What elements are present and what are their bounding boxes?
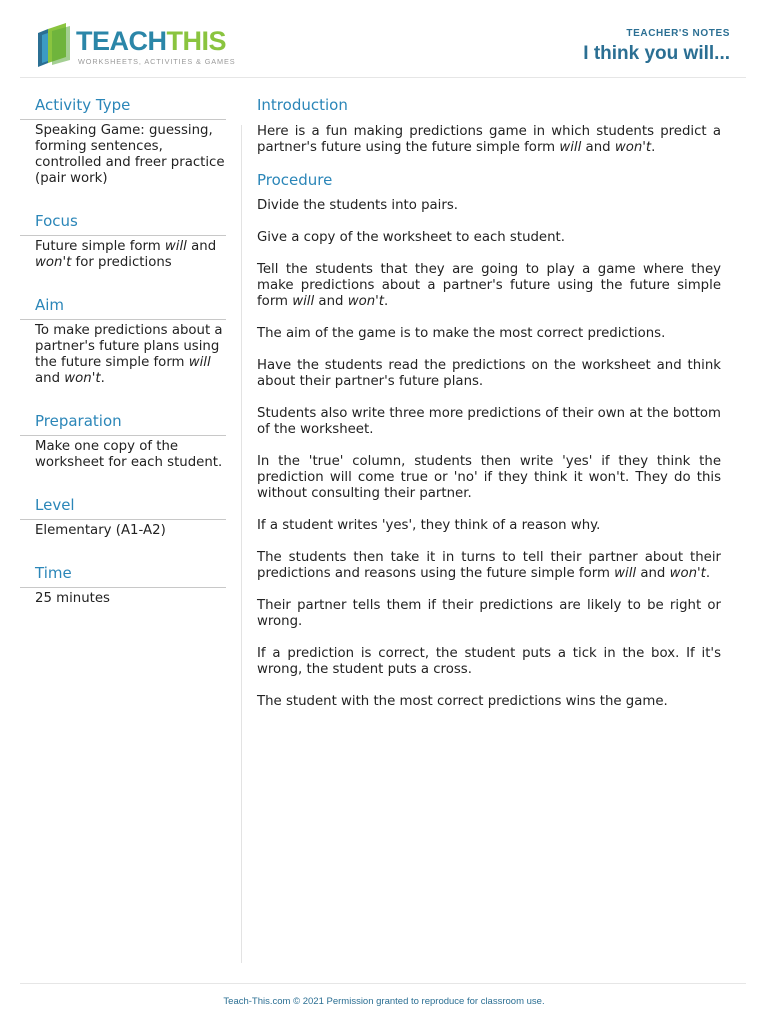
footer-divider — [20, 983, 746, 984]
teachers-notes-label: TEACHER'S NOTES — [626, 28, 730, 39]
procedure-step: The student with the most correct predictions wins the game. — [257, 694, 668, 709]
section-heading: Preparation — [20, 411, 226, 436]
teach-this-logo — [36, 23, 236, 71]
focus-section — [20, 211, 226, 271]
procedure-step: Have the students read the predictions on the worksheet and think about their partner's future plans. — [257, 358, 721, 389]
procedure-step: The students then take it in turns to tell their partner about their predictions and reasons using the future simple form will and won't. — [257, 550, 721, 581]
section-heading: Level — [20, 495, 226, 520]
procedure-heading: Procedure — [257, 171, 333, 189]
procedure-step: The aim of the game is to make the most correct predictions. — [257, 326, 666, 341]
activity-type-section — [20, 95, 226, 187]
column-divider — [241, 125, 242, 963]
level-text: Elementary (A1-A2) — [35, 523, 166, 538]
aim-text: To make predictions about a partner's future plans using the future simple form will and won't. — [35, 323, 223, 386]
book-icon — [36, 23, 74, 67]
logo-wordmark: TEACHTHIS — [76, 26, 227, 56]
introduction-heading: Introduction — [257, 96, 348, 114]
procedure-step: Their partner tells them if their predictions are likely to be right or wrong. — [257, 598, 721, 629]
section-heading: Time — [20, 563, 226, 588]
sidebar — [20, 95, 226, 607]
activity-type-text: Speaking Game: guessing, forming sentences, controlled and freer practice (pair work) — [35, 123, 225, 186]
section-heading: Aim — [20, 295, 226, 320]
level-section — [20, 495, 226, 539]
footer-copyright: Teach-This.com © 2021 Permission granted to reproduce for classroom use. — [223, 996, 545, 1007]
procedure-step: Give a copy of the worksheet to each student. — [257, 230, 565, 245]
procedure-step: Divide the students into pairs. — [257, 198, 458, 213]
logo-tagline: WORKSHEETS, ACTIVITIES & GAMES — [78, 57, 236, 66]
procedure-step: If a student writes 'yes', they think of a reason why. — [257, 518, 601, 533]
procedure-step: Tell the students that they are going to play a game where they make predictions about a partner's future using the future simple form will and won't. — [257, 262, 721, 309]
main-content — [257, 95, 721, 710]
section-heading: Activity Type — [20, 95, 226, 120]
preparation-section — [20, 411, 226, 471]
procedure-step: In the 'true' column, students then write 'yes' if they think the prediction will come true or 'no' if they think it won't. They do this without consulting their partner. — [257, 454, 721, 501]
focus-text: Future simple form will and won't for predictions — [35, 239, 217, 270]
time-section — [20, 563, 226, 607]
page-title: I think you will... — [583, 43, 730, 64]
section-heading: Focus — [20, 211, 226, 236]
aim-section — [20, 295, 226, 387]
procedure-step: If a prediction is correct, the student puts a tick in the box. If it's wrong, the student puts a cross. — [257, 646, 721, 677]
preparation-text: Make one copy of the worksheet for each student. — [35, 439, 223, 470]
procedure-step: Students also write three more predictions of their own at the bottom of the worksheet. — [257, 406, 721, 437]
introduction-text: Here is a fun making predictions game in which students predict a partner's future using the future simple form will and won't. — [257, 124, 721, 155]
page-header — [20, 0, 746, 78]
time-text: 25 minutes — [35, 591, 110, 606]
